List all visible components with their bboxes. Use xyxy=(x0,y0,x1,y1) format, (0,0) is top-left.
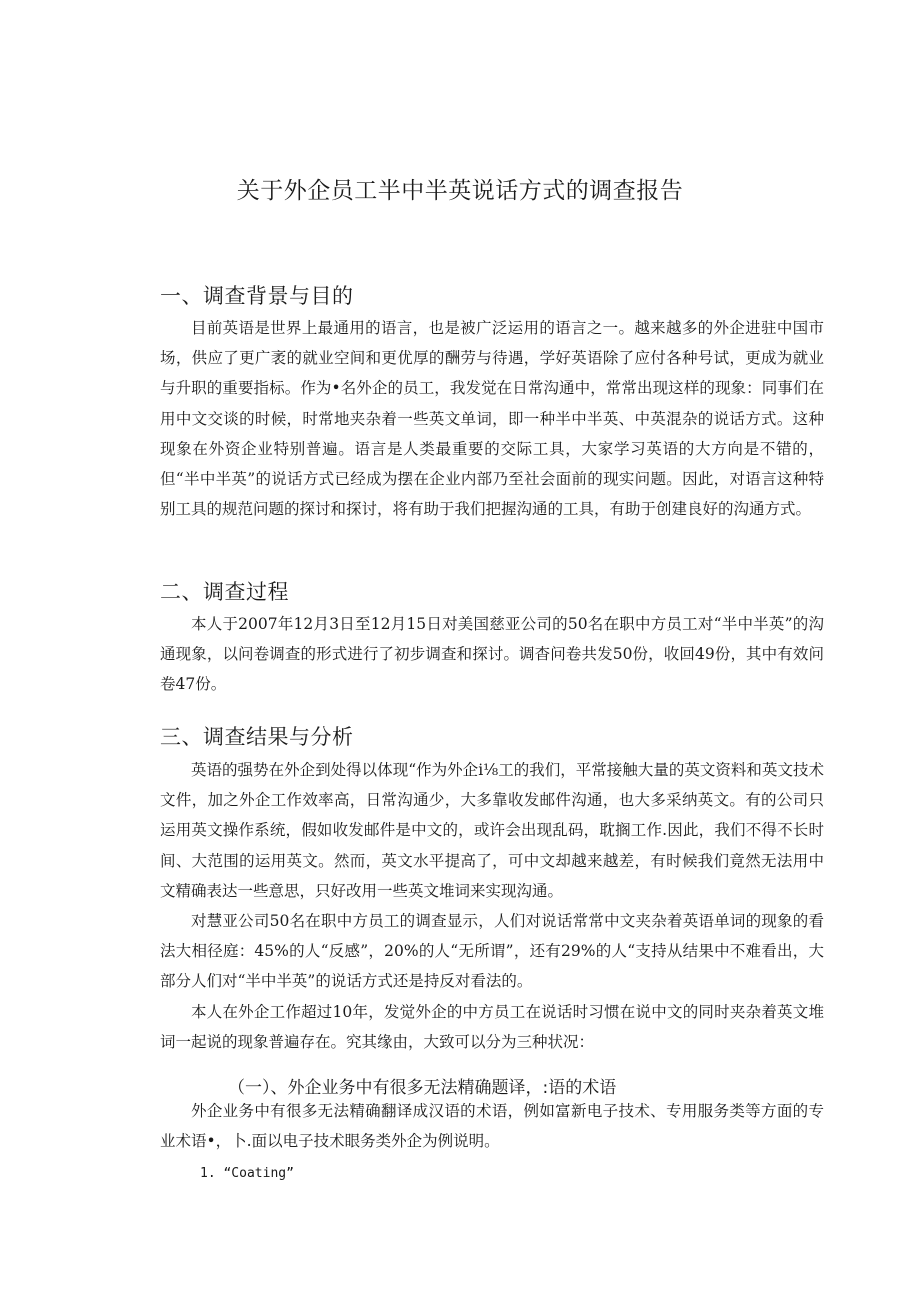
paragraph-process: 本人于2007年12月3日至12月15日对美国慈亚公司的50名在职中方员工对“半中半英”的沟通现象，以问卷调查的形式进行了初步调查和探讨。调杳问卷共发50份，收回49份，其中有效问卷47份。 xyxy=(160,615,824,694)
paragraph-background: 目前英语是世界上最通用的语言，也是被广泛运用的语言之一。越来越多的外企进驻中国市场，供应了更广袤的就业空间和更优厚的酬劳与待遇，学好英语除了应付各种号试，更成为就业与升职的重要指标。作为•名外企的员工，我发觉在日常沟通中，常常出现这样的现象：同事们在用中文交谈的时候，时常地夹杂着一些英文单词，即一种半中半英、中英混杂的说话方式。这种现象在外资企业特别普遍。语言是人类最重要的交际工具，大家学习英语的大方向是不错的，但“半中半英”的说话方式已经成为摆在企业内部乃至社会面前的现实问题。因此，对语言这种特别工具的规范问题的探讨和探讨，将有助于我们把握沟通的工具，有助于创建良好的沟通方式。 xyxy=(160,319,824,519)
paragraph-results-3: 本人在外企工作超过10年，发觉外企的中方员工在说话时习惯在说中文的同时夹杂着英文堆词一起说的现象普遍存在。究其缘由，大致可以分为三种状况： xyxy=(160,1003,824,1052)
subsection-heading-terms: （一）、外企业务中有很多无法精确题译，:语的术语 xyxy=(228,1078,617,1098)
paragraph-results-1: 英语的强势在外企到处得以体现“作为外企i⅛工的我们，平常接触大量的英文资料和英文技术文件，加之外企工作效率高，日常沟通少，大多靠收发邮件沟通，也大多采纳英文。有的公司只运用英文操作系统，假如收发邮件是中文的，或许会出现乱码，耽搁工作.因此，我们不得不长时间、大范围的运用英文。然而，英文水平提高了，可中文却越来越差，有时候我们竟然无法用中文精确表达一些意思，只好改用一些英文堆词来实现沟通。 xyxy=(160,761,824,900)
list-item-coating: 1. “Coating” xyxy=(200,1166,294,1181)
paragraph-results-2: 对慧亚公司50名在职中方员工的调查显示，人们对说话常常中文夹杂着英语单词的现象的看法大相径庭：45%的人“反感”，20%的人“无所谓”，还有29%的人“支持从结果中不难看出，大部分人们对“半中半英”的说话方式还是持反对看法的。 xyxy=(160,912,824,991)
document-title: 关于外企员工半中半英说话方式的调查报告 xyxy=(236,178,684,204)
section-heading-process: 二、调查过程 xyxy=(160,580,289,604)
section-heading-background: 一、调查背景与目的 xyxy=(160,284,354,308)
section-heading-results: 三、调查结果与分析 xyxy=(160,725,354,749)
paragraph-terms: 外企业务中有很多无法精确翻译成汉语的术语，例如富新电子技术、专用服务类等方面的专业术语•，卜.面以电子技术眼务类外企为例说明。 xyxy=(160,1102,824,1151)
